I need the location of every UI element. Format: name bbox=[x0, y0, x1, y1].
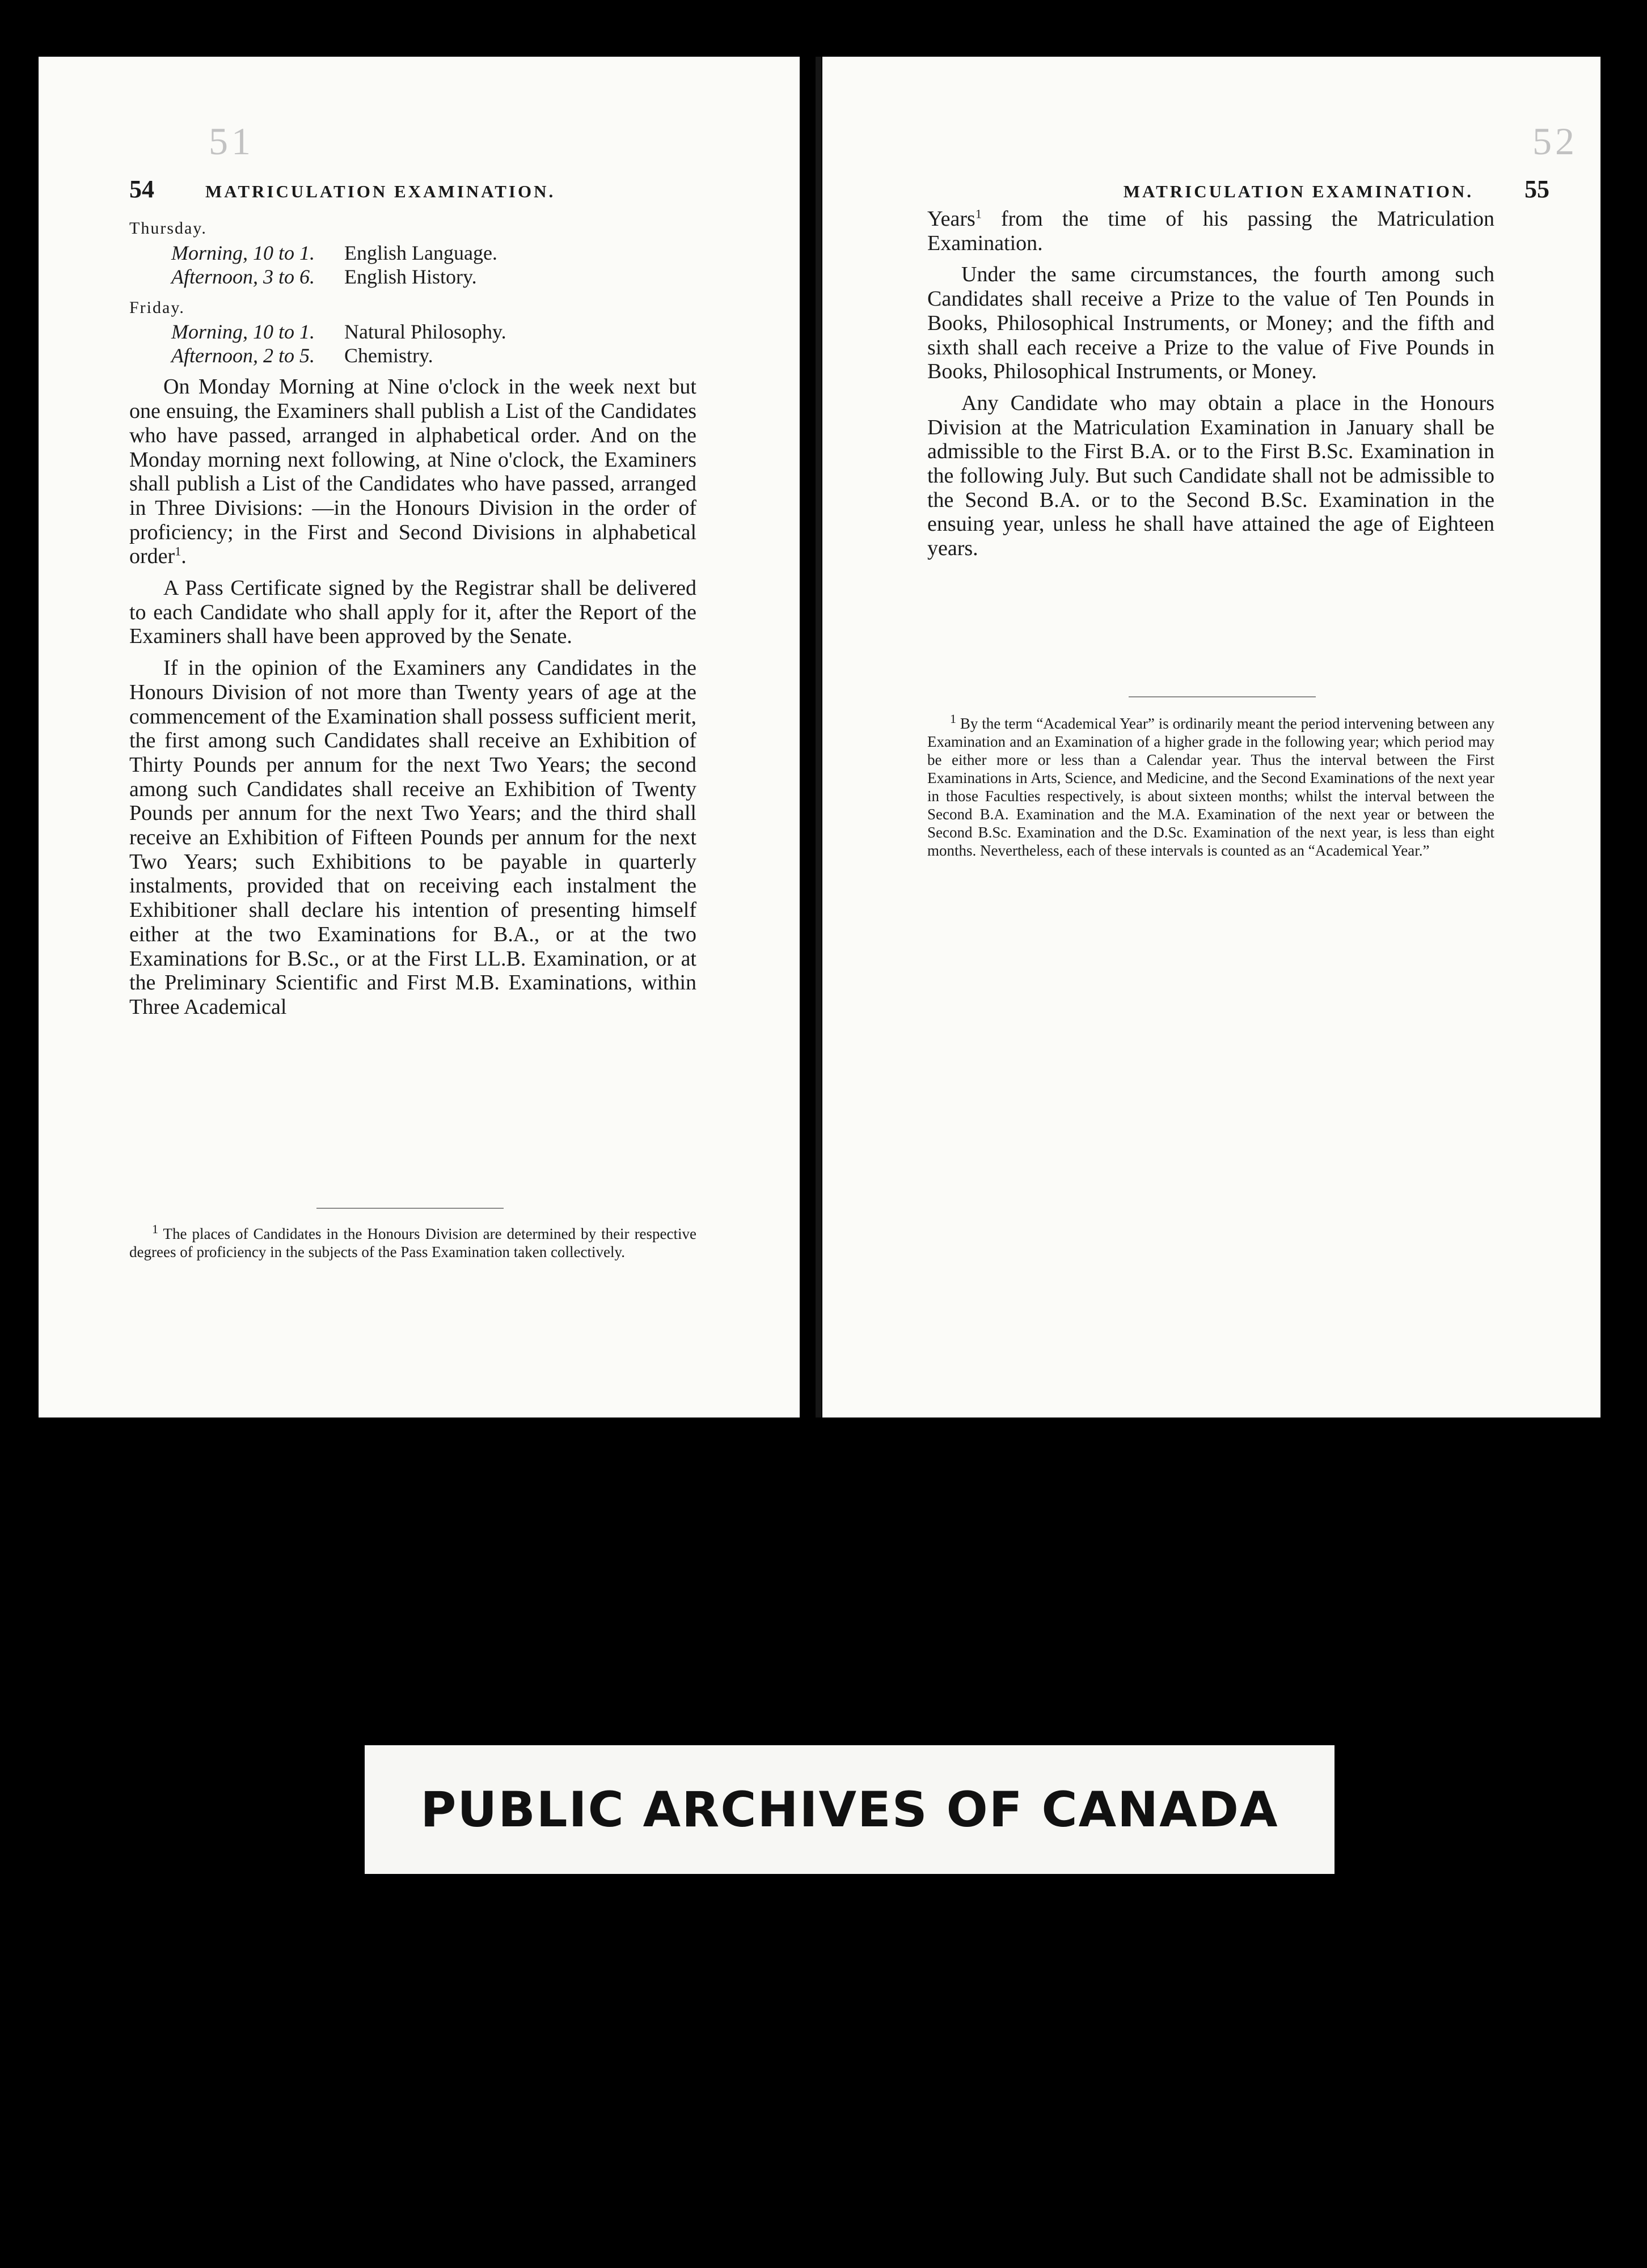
session-time: Morning, 10 to 1. bbox=[171, 241, 315, 264]
body-paragraph: Any Candidate who may obtain a place in the Honours Division at the Matriculation Examination in January shall be admissible to the First B.A. or to the First B.Sc. Examination in the following July. But such Candidate shall not be admissible to the Second B.A. or to the Second B.Sc. Examination in the ensuing year, unless he shall have attained the age of Eighteen years. bbox=[927, 391, 1494, 561]
left-page bbox=[39, 57, 800, 1417]
footnote bbox=[927, 714, 1494, 860]
archive-label-text: PUBLIC ARCHIVES OF CANADA bbox=[420, 1781, 1279, 1838]
footnote-text: By the term “Academical Year” is ordinarily meant the period intervening between any Examination and an Examination of a higher grade in the following year; which period may be either more or less than a Calendar year. Thus the interval between the First Examinations in Arts, Science, and Medicine, and the Second Examinations of the next year in those Faculties respectively, is about sixteen months; whilst the interval between the Second B.A. Examination and the M.A. Examination of the next year or between the Second B.Sc. Examination and the D.Sc. Examination of the next year, is less than eight months. Nevertheless, each of these intervals is counted as an “Academical Year.” bbox=[927, 715, 1494, 859]
session-time: Morning, 10 to 1. bbox=[171, 320, 315, 344]
archive-label bbox=[365, 1745, 1335, 1874]
footnote bbox=[129, 1222, 697, 1261]
session-subject: Chemistry. bbox=[344, 344, 433, 367]
archive-folio-stamp: 52 bbox=[1532, 120, 1578, 163]
right-page-body bbox=[927, 207, 1494, 561]
running-head bbox=[1039, 175, 1549, 204]
session-subject: Natural Philosophy. bbox=[344, 320, 506, 344]
schedule-session bbox=[171, 344, 696, 367]
session-subject: English History. bbox=[344, 265, 477, 288]
archive-folio-stamp: 51 bbox=[209, 120, 254, 163]
footnote-reference: 1 bbox=[175, 544, 181, 558]
schedule-day: Thursday. bbox=[129, 219, 207, 238]
body-paragraph: A Pass Certificate signed by the Registrar shall be delivered to each Candidate who shall apply for it, after the Report of the Examiners shall have been approved by the Senate. bbox=[129, 576, 696, 649]
session-time: Afternoon, 2 to 5. bbox=[171, 344, 315, 367]
footnote-rule bbox=[1129, 696, 1316, 697]
schedule-session bbox=[171, 241, 696, 265]
left-page-body bbox=[129, 217, 696, 1019]
body-paragraph: If in the opinion of the Examiners any Candidates in the Honours Division of not more than Twenty years of age at the commencement of the Examination shall possess sufficient merit, the first among such Candidates shall receive an Exhibition of Thirty Pounds per annum for the next Two Years; the second among such Candidates shall receive an Exhibition of Twenty Pounds per annum for the next Two Years; and the third shall receive an Exhibition of Fifteen Pounds per annum for the next Two Years; such Exhibitions to be payable in quarterly instalments, provided that on receiving each instalment the Exhibitioner shall declare his intention of presenting himself either at the two Examinations for B.A., or at the two Examinations for B.Sc., or at the First LL.B. Examination, or at the Preliminary Scientific and First M.B. Examinations, within Three Academical bbox=[129, 656, 696, 1019]
footnote-reference: 1 bbox=[975, 206, 982, 221]
footnote-marker: 1 bbox=[950, 712, 956, 726]
running-head-title: MATRICULATION EXAMINATION. bbox=[205, 181, 556, 201]
footnote-rule bbox=[316, 1208, 504, 1209]
page-number: 55 bbox=[1524, 175, 1549, 203]
footnote-text: The places of Candidates in the Honours Division are determined by their respective degrees of proficiency in the subjects of the Pass Examination taken collectively. bbox=[129, 1225, 697, 1260]
page-number: 54 bbox=[129, 175, 154, 203]
body-paragraph: Under the same circumstances, the fourth among such Candidates shall receive a Prize to the value of Ten Pounds in Books, Philosophical Instruments, or Money; and the fifth and sixth shall each receive a Prize to the value of Five Pounds in Books, Philosophical Instruments, or Money. bbox=[927, 263, 1494, 384]
continued-paragraph: Years$^1$ from the time of his passing the Matriculation Examination. bbox=[927, 206, 1494, 255]
right-page bbox=[822, 57, 1600, 1417]
session-time: Afternoon, 3 to 6. bbox=[171, 265, 315, 288]
session-subject: English Language. bbox=[344, 241, 497, 264]
body-paragraph: On Monday Morning at Nine o'clock in the week next but one ensuing, the Examiners shall publish a List of the Candidates who have passed, arranged in alphabetical order. And on the Monday morning next following, at Nine o'clock, the Examiners shall publish a List of the Candidates who have passed, arranged in Three Divisions: —in the Honours Division in the order of proficiency; in the First and Second Divisions in alphabetical order$^1$. bbox=[129, 375, 696, 569]
running-head bbox=[129, 175, 628, 204]
running-head-title: MATRICULATION EXAMINATION. bbox=[1123, 181, 1473, 201]
schedule-session bbox=[171, 265, 696, 289]
schedule-day: Friday. bbox=[129, 298, 185, 317]
book-gutter bbox=[816, 57, 821, 1417]
schedule-session bbox=[171, 320, 696, 344]
footnote-marker: 1 bbox=[152, 1222, 158, 1236]
